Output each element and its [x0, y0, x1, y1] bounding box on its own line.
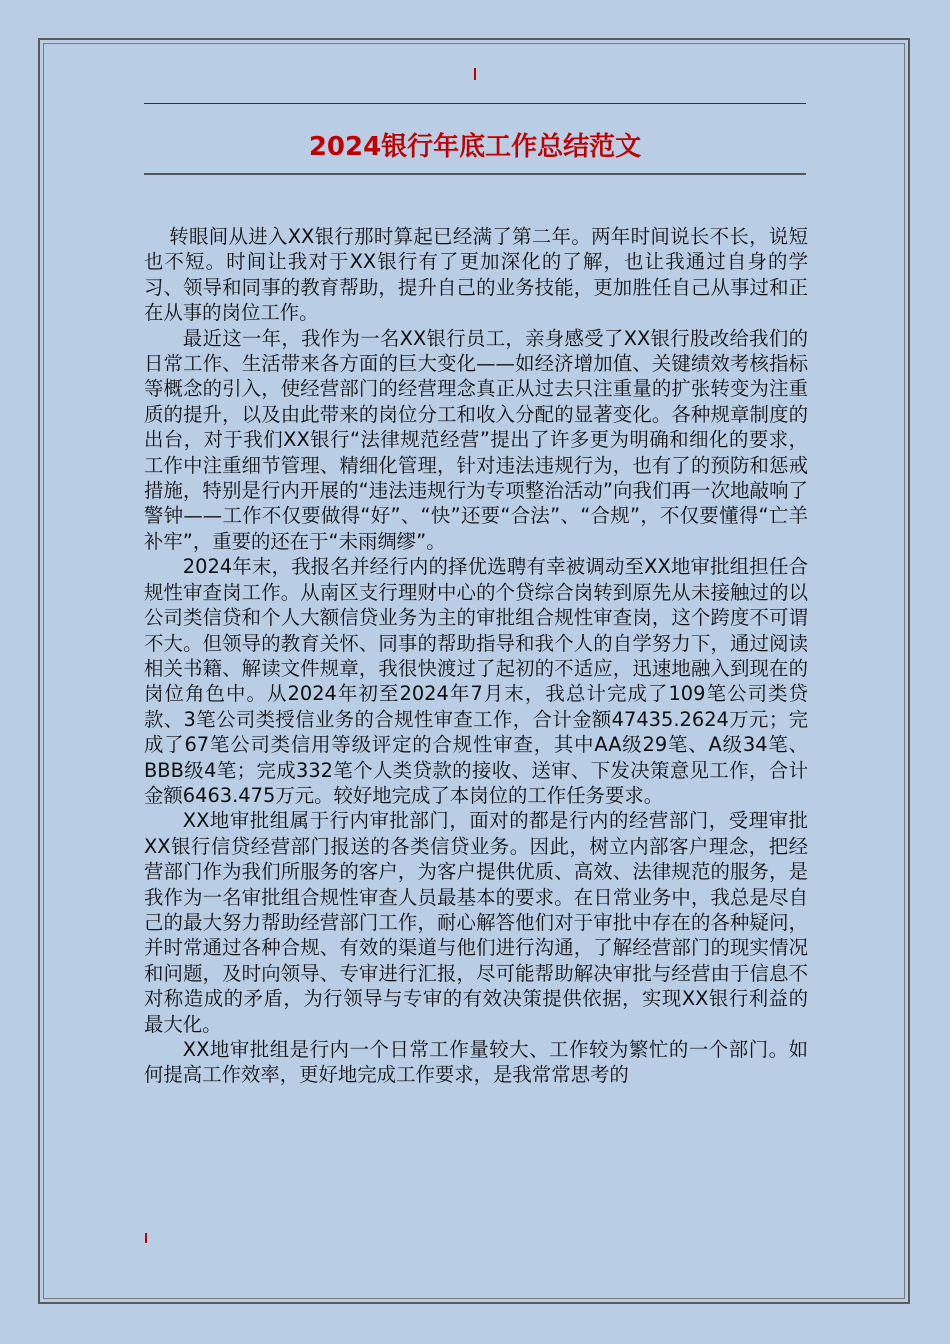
paragraph-1: 转眼间从进入XX银行那时算起已经满了第二年。两年时间说长不长，说短也不短。时间让我对于XX银行有了更加深化的了解，也让我通过自身的学习、领导和同事的教育帮助，提升自己的业务技能，更加胜任自己从事过和正在从事的岗位工作。: [144, 225, 808, 325]
paragraph-4: XX地审批组属于行内审批部门，面对的都是行内的经营部门，受理审批XX银行信贷经营部门报送的各类信贷业务。因此，树立内部客户理念，把经营部门作为我们所服务的客户，为客户提供优质、高效、法律规范的服务，是我作为一名审批组合规性审查人员最基本的要求。在日常业务中，我总是尽自己的最大努力帮助经营部门工作，耐心解答他们对于审批中存在的各种疑问，并时常通过各种合规、有效的渠道与他们进行沟通，了解经营部门的现实情况和问题，及时向领导、专审进行汇报，尽可能帮助解决审批与经营由于信息不对称造成的矛盾，为行领导与专审的有效决策提供依据，实现XX银行利益的最大化。: [144, 809, 808, 1036]
paragraph-3: 2024年末，我报名并经行内的择优选聘有幸被调动至XX地审批组担任合规性审查岗工作。从南区支行理财中心的个贷综合岗转到原先从未接触过的以公司类信贷和个人大额信贷业务为主的审批组合规性审查岗，这个跨度不可谓不大。但领导的教育关怀、同事的帮助指导和我个人的自学努力下，通过阅读相关书籍、解读文件规章，我很快渡过了起初的不适应，迅速地融入到现在的岗位角色中。从2024年初至2024年7月末，我总计完成了109笔公司类贷款、3笔公司类授信业务的合规性审查工作，合计金额47435.2624万元；完成了67笔公司类信用等级评定的合规性审查，其中AA级29笔、A级34笔、BBB级4笔；完成332笔个人类贷款的接收、送审、下发决策意见工作，合计金额6463.475万元。较好地完成了本岗位的工作任务要求。: [144, 555, 808, 807]
header-rule: [144, 103, 806, 104]
document-title: 2024银行年底工作总结范文: [308, 132, 642, 162]
title-underline: [144, 173, 806, 175]
footer-mark: [145, 1233, 147, 1243]
document-body: [144, 224, 808, 1088]
paragraph-5: XX地审批组是行内一个日常工作量较大、工作较为繁忙的一个部门。如何提高工作效率，更好地完成工作要求，是我常常思考的: [144, 1038, 808, 1087]
paragraph-2: 最近这一年，我作为一名XX银行员工，亲身感受了XX银行股改给我们的日常工作、生活带来各方面的巨大变化——如经济增加值、关键绩效考核指标等概念的引入，使经营部门的经营理念真正从过去只注重量的扩张转变为注重质的提升，以及由此带来的岗位分工和收入分配的显著变化。各种规章制度的出台，对于我们XX银行“法律规范经营”提出了许多更为明确和细化的要求，工作中注重细节管理、精细化管理，针对违法违规行为，也有了的预防和惩戒措施，特别是行内开展的“违法违规行为专项整治活动”向我们再一次地敲响了警钟——工作不仅要做得“好”、“快”还要“合法”、“合规”，不仅要懂得“亡羊补牢”，重要的还在于“未雨绸缪”。: [144, 326, 808, 553]
header-mark: [474, 68, 476, 80]
